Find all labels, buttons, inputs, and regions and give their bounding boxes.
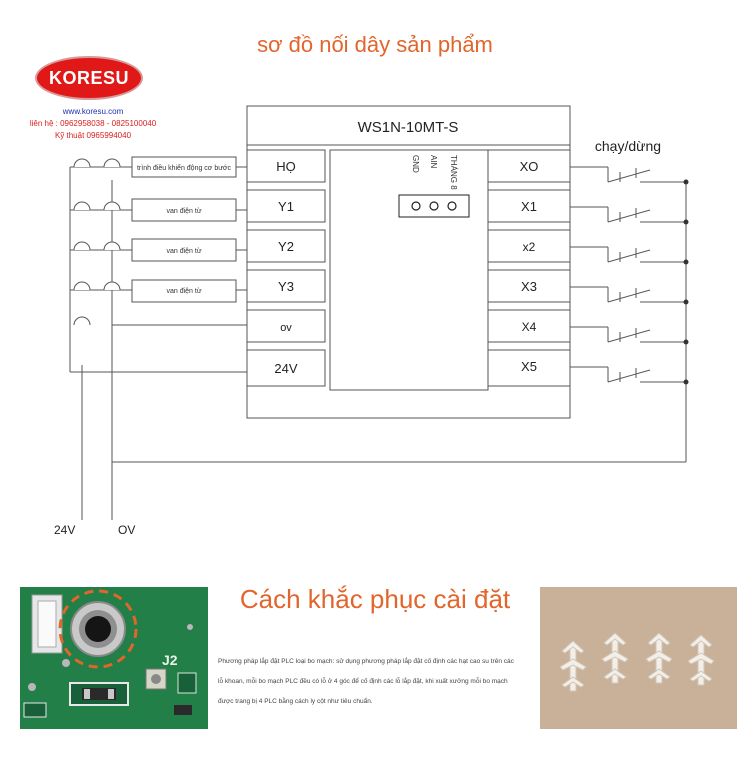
terminal-left-3: Y2 <box>278 239 294 254</box>
wire-hop-9 <box>74 317 90 325</box>
terminal-right-6: X5 <box>521 359 537 374</box>
supply-24v-label: 24V <box>54 523 76 537</box>
tech-phone: Kỹ thuật 0965994040 <box>54 131 132 140</box>
standoff-clips-photo <box>540 587 737 729</box>
website-link[interactable]: www.koresu.com <box>62 107 124 116</box>
wire-hop-4 <box>104 282 120 290</box>
install-description: Phương pháp lắp đặt PLC loại bo mạch: sử dụng phương pháp lắp đặt cố định các hạt cao su trên các lỗ khoan, mỗi bo mạch PLC đều có lỗ ở 4 góc để cố định các lỗ lắp đặt, khi xuất xưởng mỗi bo mạch được trang bị 4 PLC bằng cách ly cột như tiêu chuẩn. <box>218 658 514 705</box>
switch-6 <box>570 367 686 382</box>
switch-4 <box>570 287 686 302</box>
terminal-right-4: X3 <box>521 279 537 294</box>
controller-model: WS1N-10MT-S <box>357 119 459 136</box>
terminal-right-3: x2 <box>522 240 536 254</box>
switch-3 <box>570 247 686 262</box>
terminal-right-2: X1 <box>521 199 537 214</box>
terminal-right-5: X4 <box>521 320 537 334</box>
switch-label: chạy/dừng <box>594 138 662 154</box>
junction-dot-3 <box>684 260 689 265</box>
terminal-left-6: 24V <box>274 361 298 376</box>
supply-ov-label: OV <box>118 523 136 537</box>
junction-dot-6 <box>684 380 689 385</box>
switch-2 <box>570 207 686 222</box>
circuit-board-photo <box>20 587 208 729</box>
wire-hop-6 <box>74 202 90 210</box>
port-pin-gnd <box>412 202 420 210</box>
load-label-4: van điện từ <box>166 288 202 295</box>
install-heading: Cách khắc phục cài đặt <box>239 584 511 614</box>
port-label-gnd: GND <box>411 155 420 173</box>
logo-text: KORESU <box>48 67 129 88</box>
terminal-right-1: XO <box>519 159 539 174</box>
junction-dot-1 <box>684 180 689 185</box>
wire-hop-7 <box>74 242 90 250</box>
junction-dot-2 <box>684 220 689 225</box>
wire-hop-2 <box>104 202 120 210</box>
diagram-title: sơ đồ nối dây sản phẩm <box>257 32 493 57</box>
port-label-thang: THÁNG 8 <box>449 155 458 190</box>
junction-dot-5 <box>684 340 689 345</box>
wire-hop-5 <box>74 159 90 167</box>
terminal-left-5: ov <box>280 322 292 334</box>
load-label-2: van điện từ <box>166 208 202 215</box>
port-label-ain: AIN <box>429 155 438 169</box>
port-pin-ain <box>430 202 438 210</box>
terminal-left-1: HỌ <box>276 159 296 174</box>
junction-dot-4 <box>684 300 689 305</box>
wire-hop-1 <box>104 159 120 167</box>
switch-5 <box>570 327 686 342</box>
terminal-left-4: Y3 <box>278 279 294 294</box>
controller-inner-panel <box>330 150 488 390</box>
load-label-3: van điện từ <box>166 248 202 255</box>
switch-1 <box>570 167 686 182</box>
port-header <box>399 195 469 217</box>
contact-phone: liên hệ : 0962958038 - 0825100040 <box>29 119 157 128</box>
wire-hop-3 <box>104 242 120 250</box>
terminal-left-2: Y1 <box>278 199 294 214</box>
wire-hop-8 <box>74 282 90 290</box>
port-pin-thang <box>448 202 456 210</box>
board-label: J2 <box>162 652 178 668</box>
load-label-1: trình điều khiển động cơ bước <box>136 165 232 172</box>
